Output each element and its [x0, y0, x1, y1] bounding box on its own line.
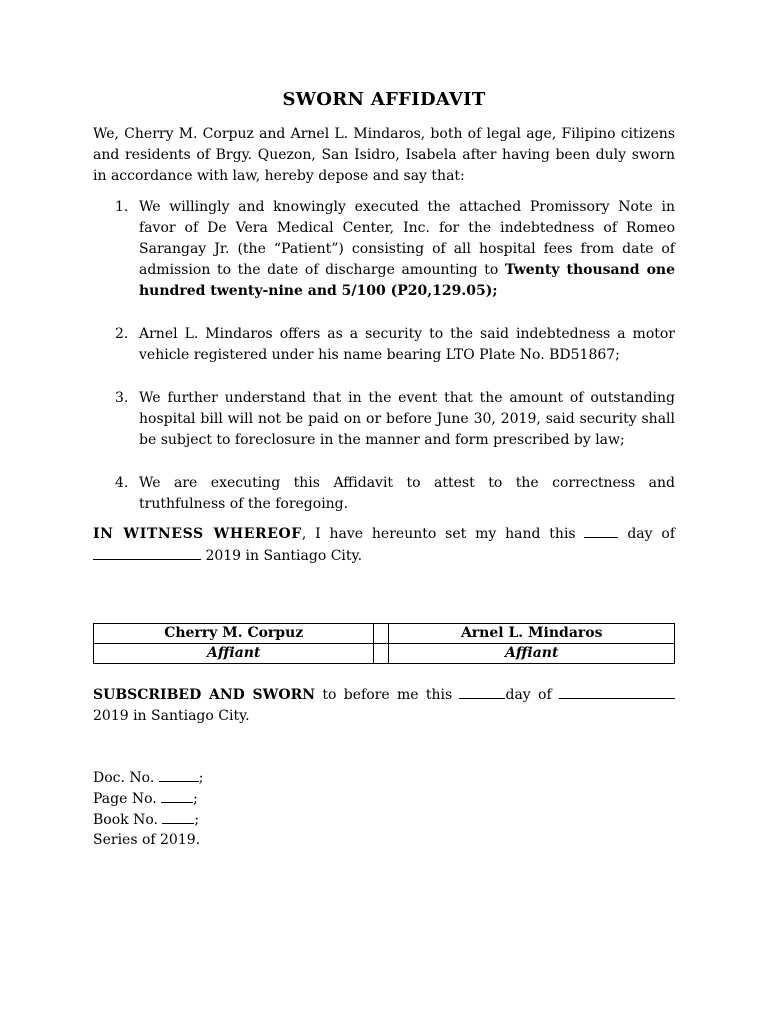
- signatory-role-2: Affiant: [389, 644, 675, 664]
- list-number: 4.: [115, 475, 129, 491]
- line-suffix: ;: [198, 770, 204, 786]
- page-no-blank[interactable]: [161, 788, 193, 803]
- doc-no-label: Doc. No.: [93, 770, 155, 786]
- series-line: Series of 2019.: [93, 832, 201, 848]
- list-item-text: Arnel L. Mindaros offers as a security to the said indebtedness a motor vehicle registered under his name bearing LTO Plate No. BD51867;: [139, 326, 675, 363]
- witness-text-3: 2019 in Santiago City.: [201, 548, 363, 564]
- witness-text-2: day of: [618, 526, 675, 542]
- amount-text: Twenty thousand one hundred twenty-nine and 5/100 (P20,129.05);: [139, 262, 675, 299]
- book-no-line: [93, 809, 675, 830]
- table-row: [94, 624, 675, 644]
- book-no-label: Book No.: [93, 812, 158, 828]
- notary-footer: [93, 767, 675, 850]
- doc-no-line: [93, 767, 675, 788]
- signatory-role-1: Affiant: [94, 644, 374, 664]
- line-suffix: ;: [193, 791, 198, 807]
- subscribed-text-2: day of: [505, 687, 559, 703]
- list-number: 3.: [115, 390, 129, 406]
- list-item-3: [93, 388, 675, 451]
- table-row: [94, 644, 675, 664]
- table-spacer: [374, 644, 389, 664]
- list-item-text: We further understand that in the event that the amount of outstanding hospital bill will not be paid on or before June 30, 2019, said security shall be subject to foreclosure in the manner and form prescribed by law;: [139, 390, 675, 448]
- day-blank[interactable]: [459, 684, 505, 699]
- witness-paragraph: [93, 523, 675, 567]
- doc-no-blank[interactable]: [159, 767, 199, 782]
- line-suffix: ;: [194, 812, 200, 828]
- affidavit-page: [93, 88, 675, 850]
- list-item-text: We willingly and knowingly executed the attached Promissory Note in favor of De Vera Medical Center, Inc. for the indebtedness of Romeo Sarangay Jr. (the “Patient”) consisting of all hospital fees from date of admission to the date of discharge amounting to: [139, 199, 675, 278]
- list-item-1: [93, 197, 675, 302]
- table-spacer: [374, 624, 389, 644]
- month-blank[interactable]: [559, 684, 675, 699]
- subscribed-text-3: 2019 in Santiago City.: [93, 708, 250, 724]
- document-title: SWORN AFFIDAVIT: [282, 89, 486, 110]
- list-item-4: [93, 473, 675, 515]
- subscribed-lead: SUBSCRIBED AND SWORN: [93, 687, 316, 703]
- signature-table: [93, 623, 675, 664]
- list-item-2: [93, 324, 675, 366]
- subscribed-paragraph: [93, 684, 675, 727]
- list-number: 1.: [115, 199, 129, 215]
- month-blank[interactable]: [93, 545, 201, 560]
- witness-lead: IN WITNESS WHEREOF: [93, 526, 302, 542]
- list-item-text: We are executing this Affidavit to attest to the correctness and truthfulness of the foregoing.: [139, 475, 675, 512]
- signatory-name-1: Cherry M. Corpuz: [94, 624, 374, 644]
- page-no-label: Page No.: [93, 791, 157, 807]
- list-number: 2.: [115, 326, 129, 342]
- intro-paragraph: We, Cherry M. Corpuz and Arnel L. Mindaros, both of legal age, Filipino citizens and residents of Brgy. Quezon, San Isidro, Isabela after having been duly sworn in accordance with law, hereby depose and say that:: [93, 126, 675, 184]
- signatory-name-2: Arnel L. Mindaros: [389, 624, 675, 644]
- subscribed-text-1: to before me this: [315, 687, 460, 703]
- witness-text-1: , I have hereunto set my hand this: [301, 526, 585, 542]
- day-blank[interactable]: [584, 523, 618, 538]
- deposition-list: [93, 197, 675, 515]
- book-no-blank[interactable]: [162, 809, 194, 824]
- page-no-line: [93, 788, 675, 809]
